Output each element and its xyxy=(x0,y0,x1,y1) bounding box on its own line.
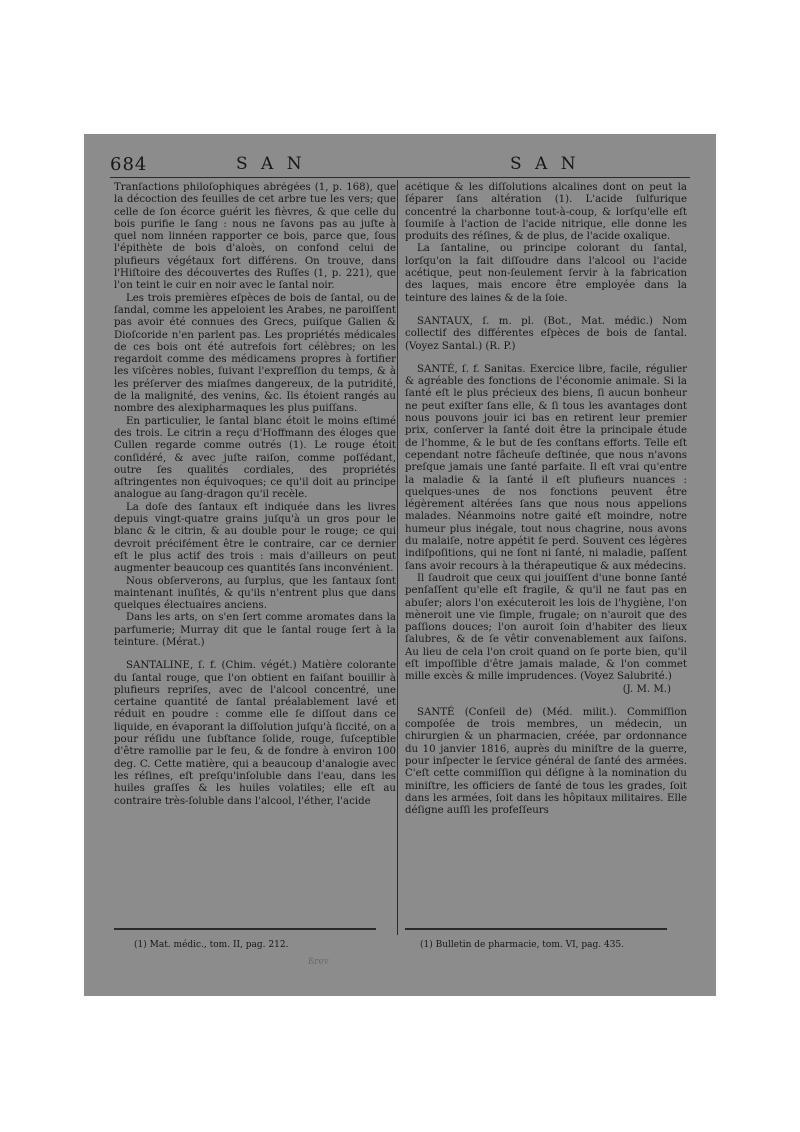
running-head-right: S A N xyxy=(510,154,580,174)
paragraph: En particulier, le ſantal blanc étoit le moins eſtimé des trois. Le citrin a reçu d'Hoffmann des éloges que Cullen regarde comme outrés (1). Le rouge étoit conſidéré, & avec juſte raiſon, comme poſſédant, outre ſes qualités cordiales, des propriétés aſtringentes non équivoques; ce qu'il doit au principe analogue au ſang-dragon qu'il recèle. xyxy=(114,415,396,501)
running-head-left: S A N xyxy=(236,154,306,174)
paragraph: Tranſactions philoſophiques abrégées (1, p. 168), que la décoction des feuilles de cet arbre tue les vers; que celle de ſon écorce guérit les fièvres, & que celle du bois purifie le ſang : nous ne ſavons pas au juſte à quel nom linnéen rapporter ce bois, parce que, ſous l'épithète de bois d'aloès, on confond celui de plufieurs végétaux fort différens. On trouve, dans l'Hiſtoire des découvertes des Ruſſes (1, p. 221), que l'on teint le cuir en noir avec le ſantal noir. xyxy=(114,182,396,292)
author-signature: (J. M. M.) xyxy=(622,683,671,695)
paragraph: Dans les arts, on s'en ſert comme aromates dans la parfumerie; Murray dit que le ſantal rouge ſert à la teinture. (Mérat.) xyxy=(114,612,396,648)
stray-mark: ßrev xyxy=(308,957,329,967)
right-column xyxy=(405,182,687,928)
paragraph: Les trois premières eſpèces de bois de ſantal, ou de ſandal, comme les appeloient les Arabes, ne paroiſſent pas avoir été connues des Grecs, puiſque Galien & Dioſcoride n'en parlent pas. Les propriétés médicales de ces bois ont été autrefois fort célèbres; on les regardoit comme des médicamens propres à fortifier les viſcères nobles, ſuivant l'expreſſion du temps, & à les préſerver des miaſmes dangereux, de la putridité, de la malignité, des venins, &c. Ils étoient rangés au nombre des alexipharmaques les plus puiſſans. xyxy=(114,292,396,415)
footnote-rule-right xyxy=(405,928,667,930)
left-column xyxy=(114,182,396,928)
entry-sante-conseil: SANTÉ (Conſeil de) (Méd. milit.). Commiſſion compoſée de trois membres, un médecin, un chirurgien & un pharmacien, créée, par ordonnance du 10 janvier 1816, auprès du miniſtre de la guerre, pour inſpecter le ſervice général de ſanté des armées. C'eſt cette commiſſion qui déſigne à la nomination du miniſtre, les officiers de ſanté de tous les grades, ſoit dans les armées, ſoit dans les hôpitaux militaires. Elle déſigne auſſi les profeſſeurs xyxy=(405,706,687,817)
footnote-right: (1) Bulletin de pharmacie, tom. VI, pag. 435. xyxy=(420,940,625,950)
entry-santaline: SANTALINE, ſ. f. (Chim. végét.) Matière colorante du ſantal rouge, que l'on obtient en faiſant bouillir à plufieurs repriſes, avec de l'alcool concentré, une certaine quantité de ſantal préalablement lavé et réduit en poudre : comme elle ſe diſſout dans ce liquide, en évaporant la diſſolution juſqu'à ſiccité, on a pour réſidu une ſubſtance ſolide, rouge, ſuſceptible d'être ramollie par le feu, & de fondre à environ 100 deg. C. Cette matière, qui a beaucoup d'analogie avec les réſines, eſt preſqu'inſoluble dans l'eau, dans les huiles graſſes & les huiles volatiles; elle eſt au contraire très-ſoluble dans l'alcool, l'éther, l'acide xyxy=(114,660,396,807)
footnote-left: (1) Mat. médic., tom. II, pag. 212. xyxy=(134,940,289,950)
footnote-rule-left xyxy=(114,928,376,930)
paragraph: La ſantaline, ou principe colorant du ſantal, lorſqu'on la fait diſſoudre dans l'alcool ou l'acide acétique, peut non-ſeulement ſervir à la fabrication des laques, mais encore être employée dans la teinture des laines & de la ſoie. xyxy=(405,243,687,304)
header-rule xyxy=(110,177,690,178)
entry-santaux: SANTAUX, ſ. m. pl. (Bot., Mat. médic.) Nom collectif des différentes eſpèces de bois de ſantal. (Voyez Santal.) (R. P.) xyxy=(405,315,687,352)
page-number: 684 xyxy=(110,154,148,175)
column-divider xyxy=(397,180,398,935)
paragraph: acétique & les diſſolutions alcalines dont on peut la ſéparer ſans altération (1). L'acide ſulfurique concentré la charbonne tout-à-coup, & lorſqu'elle eſt ſoumiſe à l'action de l'acide nitrique, elle donne les produits des réſines, & de plus, de l'acide oxalique. xyxy=(405,182,687,243)
paragraph: Il ſaudroit que ceux qui jouiſſent d'une bonne ſanté penſaſſent qu'elle eſt fragile, & qu'il ne faut pas en abuſer; alors l'on exécuteroit les lois de l'hygiène, l'on mèneroit une vie ſimple, frugale; on n'auroit que des paſſions douces; l'on auroit ſoin d'habiter des lieux ſalubres, & de ſe vêtir convenablement aux ſaiſons. Au lieu de cela l'on croit quand on ſe porte bien, qu'il eſt impoſſible d'être jamais malade, & l'on commet mille excès & mille imprudences. (Voyez Salubrité.) xyxy=(405,572,687,683)
entry-sante: SANTÉ, ſ. f. Sanitas. Exercice libre, facile, régulier & agréable des fonctions de l'économie animale. Si la ſanté eſt le plus précieux des biens, ſi aucun bonheur ne peut exiſter ſans elle, & ſi tous les avantages dont nous pouvons jouir ici bas en retirent leur premier prix, conſerver la ſanté doit être la principale étude de l'homme, & le but de ſes conſtans efforts. Telle eſt cependant notre fâcheuſe deſtinée, que nous n'avons preſque jamais une ſanté parfaite. Il eſt vrai qu'entre la maladie & la ſanté il eſt plufieurs nuances : quelques-unes de nos fonctions peuvent être légèrement altérées ſans que nous nous appelions malades. Néanmoins notre gaité eſt moindre, notre humeur plus inégale, tout nous chagrine, nous avons du malaiſe, notre appétit ſe perd. Souvent ces légères indiſpoſitions, qui ne ſont ni ſanté, ni maladie, paſſent ſans avoir recours à la thérapeutique & aux médecins. xyxy=(405,363,687,572)
paragraph: Nous obſerverons, au ſurplus, que les ſantaux ſont maintenant inuſités, & qu'ils n'entrent plus que dans quelques électuaires anciens. xyxy=(114,575,396,612)
scanned-page xyxy=(84,134,716,996)
paragraph: La doſe des ſantaux eſt indiquée dans les livres depuis vingt-quatre grains juſqu'à un gros pour le blanc & le citrin, & au double pour le rouge; ce qui devroit précifément être le contraire, car ce dernier eſt le plus actif des trois : mais d'ailleurs on peut augmenter beaucoup ces quantités ſans inconvénient. xyxy=(114,501,396,575)
